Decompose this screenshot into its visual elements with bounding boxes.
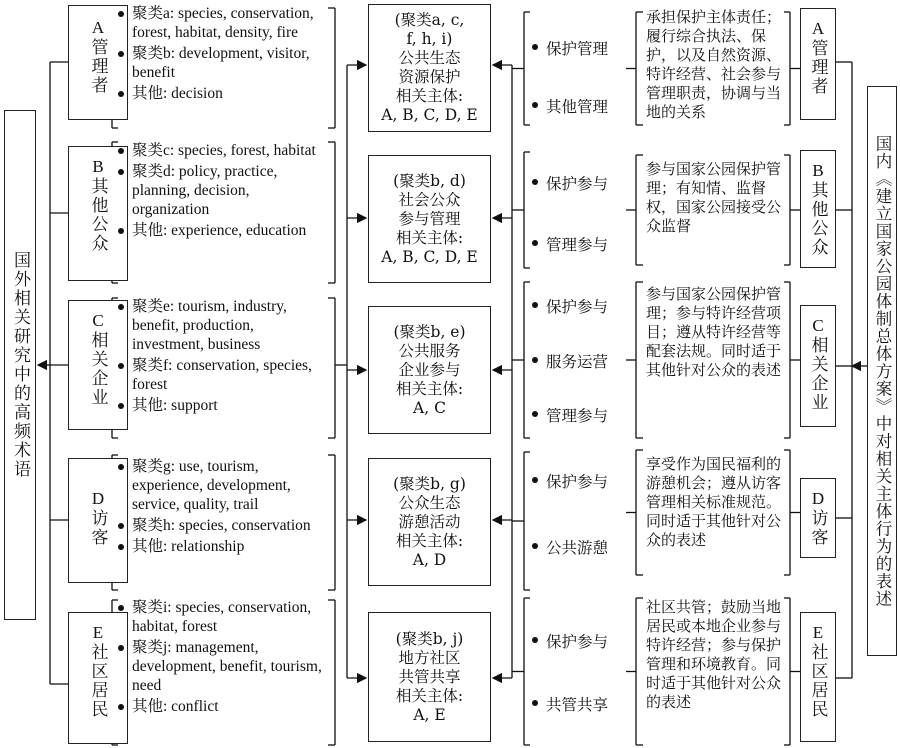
- term-item: 聚类h: species, conservation: [118, 516, 333, 535]
- right-description-a: 承担保护主体责任；履行综合执法、保护，以及自然资源、特许经营、社会参与管理职责，协调与当地的关系: [646, 8, 782, 121]
- category-label: 相关企业: [807, 336, 828, 412]
- right-item: 保护参与: [532, 470, 608, 492]
- right-item: 保护管理: [532, 37, 608, 59]
- category-letter: A: [811, 19, 825, 38]
- category-letter: D: [811, 489, 825, 508]
- right-category-c: [800, 305, 836, 427]
- right-description-d: 享受作为国民福利的游憩机会；遵从访客管理相关标准规范。同时适于其他针对公众的表述: [646, 455, 782, 549]
- middle-line: 公众生态: [398, 493, 461, 512]
- terms-a: [118, 4, 328, 103]
- middle-line: 相关主体:: [395, 87, 464, 105]
- terms-d: [118, 457, 333, 556]
- category-letter: E: [92, 623, 104, 642]
- right-title: 国内《建立国家公园体制总体方案》中对相关主体行为的表述: [873, 134, 892, 608]
- category-label: 管理者: [87, 38, 108, 95]
- middle-line: 相关主体:: [395, 531, 464, 550]
- right-item: 保护参与: [532, 295, 608, 317]
- category-letter: D: [91, 489, 105, 508]
- right-item: 服务运营: [532, 350, 608, 372]
- right-description-e: 社区共管；鼓励当地居民或本地企业参与特许经营；参与保护管理和环境教育。同时适于其他针对公众的表述: [646, 598, 782, 711]
- category-letter: B: [812, 161, 824, 180]
- right-description-c: 参与国家公园保护管理；参与特许经营项目；遵从特许经营等配套法规。同时适于其他针对公众的表述: [646, 285, 782, 379]
- category-label: 访客: [87, 509, 108, 547]
- category-letter: C: [812, 316, 824, 335]
- middle-line: A, C: [413, 398, 446, 417]
- term-item: 聚类a: species, conservation, forest, habitat, density, fire: [118, 4, 328, 42]
- term-item: 聚类j: management, development, benefit, tourism, need: [118, 638, 328, 695]
- middle-line: (聚类b, g): [393, 474, 466, 493]
- term-item: 聚类f: conservation, species, forest: [118, 356, 328, 394]
- right-item: 公共游憩: [532, 536, 608, 558]
- middle-line: (聚类b, j): [395, 629, 464, 648]
- middle-line: 参与管理: [398, 209, 461, 228]
- category-letter: A: [91, 18, 105, 37]
- right-item: 管理参与: [532, 404, 608, 426]
- category-letter: E: [812, 623, 824, 642]
- middle-line: 公共服务: [398, 341, 461, 360]
- category-label: 社区居民: [87, 643, 108, 719]
- middle-line: 企业参与: [398, 360, 461, 379]
- left-title-box: [4, 110, 36, 620]
- middle-line: 公共生态: [398, 49, 461, 67]
- category-label: 相关企业: [87, 331, 108, 407]
- right-item: 其他管理: [532, 95, 608, 117]
- term-item: 聚类g: use, tourism, experience, development, service, quality, trail: [118, 457, 333, 514]
- category-letter: B: [92, 157, 104, 176]
- category-label: 社区居民: [807, 643, 828, 719]
- middle-line: (聚类b, e): [393, 322, 466, 341]
- left-title: 国外相关研究中的高频术语: [10, 251, 30, 479]
- term-item: 其他: experience, education: [118, 221, 328, 240]
- term-item: 聚类d: policy, practice, planning, decision, organization: [118, 162, 328, 219]
- terms-c: [118, 297, 328, 415]
- right-item: 保护参与: [532, 630, 608, 652]
- middle-box-b: [368, 155, 491, 283]
- term-item: 其他: relationship: [118, 537, 333, 556]
- category-label: 其他公众: [807, 181, 828, 257]
- right-item: 共管共享: [532, 693, 608, 715]
- middle-line: 相关主体:: [395, 228, 464, 247]
- right-category-e: [800, 612, 836, 742]
- middle-line: 地方社区: [398, 648, 461, 667]
- middle-line: 游憩活动: [398, 512, 461, 531]
- middle-box-e: [368, 612, 491, 742]
- middle-line: f, h, i): [406, 30, 453, 48]
- middle-line: 社会公众: [398, 190, 461, 209]
- term-item: 聚类i: species, conservation, habitat, forest: [118, 598, 328, 636]
- category-letter: C: [92, 311, 104, 330]
- term-item: 其他: support: [118, 396, 328, 415]
- right-category-b: [800, 150, 836, 268]
- right-title-box: [867, 86, 897, 656]
- right-item: 保护参与: [532, 172, 608, 194]
- middle-line: (聚类a, c,: [394, 11, 465, 29]
- middle-line: (聚类b, d): [393, 171, 466, 190]
- terms-e: [118, 598, 328, 716]
- middle-line: 共管共享: [398, 667, 461, 686]
- category-label: 其他公众: [87, 177, 108, 253]
- right-description-b: 参与国家公园保护管理；有知情、监督权，国家公园接受公众监督: [646, 160, 782, 235]
- middle-line: 资源保护: [398, 68, 461, 86]
- middle-line: A, B, C, D, E: [381, 247, 478, 266]
- middle-line: A, B, C, D, E: [381, 106, 478, 124]
- middle-line: 相关主体:: [395, 686, 464, 705]
- middle-box-c: [368, 306, 491, 434]
- term-item: 聚类e: tourism, industry, benefit, production, investment, business: [118, 297, 328, 354]
- middle-box-d: [368, 458, 491, 586]
- term-item: 其他: decision: [118, 84, 328, 103]
- middle-line: A, D: [412, 550, 447, 569]
- category-label: 访客: [807, 509, 828, 547]
- terms-b: [118, 141, 328, 240]
- middle-line: 相关主体:: [395, 379, 464, 398]
- category-label: 管理者: [807, 39, 828, 96]
- term-item: 聚类b: development, visitor, benefit: [118, 44, 328, 82]
- middle-box-a: [368, 4, 491, 132]
- right-item: 管理参与: [532, 233, 608, 255]
- right-category-d: [800, 478, 836, 558]
- term-item: 聚类c: species, forest, habitat: [118, 141, 328, 160]
- right-category-a: [800, 8, 836, 120]
- term-item: 其他: conflict: [118, 697, 328, 716]
- middle-line: A, E: [413, 705, 446, 724]
